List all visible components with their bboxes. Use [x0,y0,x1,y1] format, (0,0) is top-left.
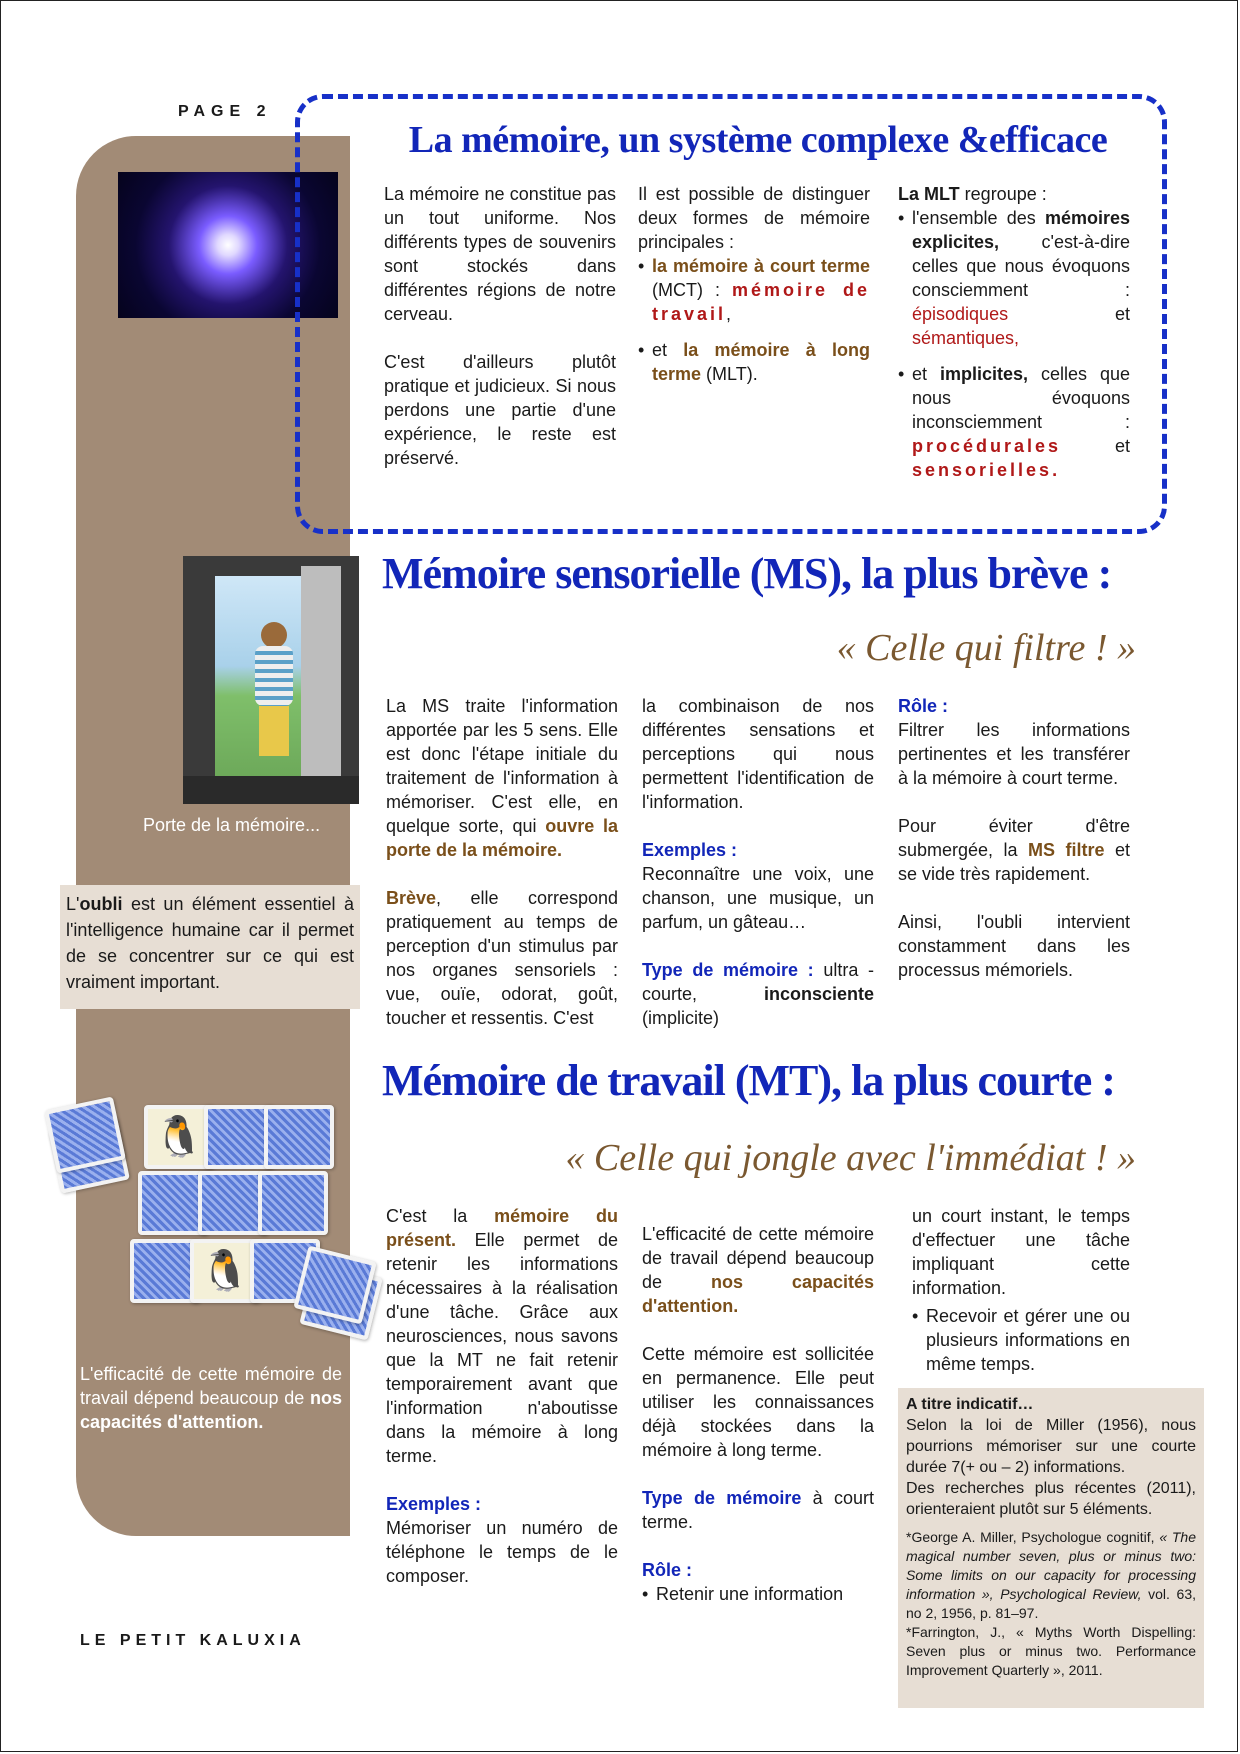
role-label: Rôle : [898,696,949,716]
memory-type-text: à court terme. [642,1488,874,1532]
mt-col-3 [912,1204,1130,1388]
role-list [912,1304,1130,1376]
references [906,1528,1196,1680]
child-pants [259,706,289,756]
ms-paragraph: Ainsi, l'oubli intervient constamment dans les processus mémoriels. [898,912,1130,980]
conjunction: et [1114,436,1130,456]
mt-caption-text: L'efficacité de cette mémoire de travail dépend beaucoup de [80,1364,342,1408]
memory-type-label: Type de mémoire : [642,960,814,980]
paragraph-text: C'est la [386,1206,468,1226]
ms-filter-keyword: MS filtre [1028,840,1105,860]
semantic-label: sémantiques, [912,328,1020,348]
conjunction: et [1114,304,1130,324]
intro-paragraph: C'est d'ailleurs plutôt pratique et judicieux. Si nous perdons une partie d'une expérience, le reste est préservé. [384,352,616,468]
mt-section-title: Mémoire de travail (MT), la plus courte : [382,1056,1115,1105]
mlt-heading: La MLT [898,184,960,204]
mt-paragraph [642,1222,874,1318]
info-box-text: Des recherches plus récentes (2011), orienteraient plutôt sur 5 éléments. [906,1480,1196,1518]
paragraph-text: , elle correspond pratiquement au temps de perception d'un stimulus par nos organes sensoriels : vue, ouïe, odorat, goût, toucher et ressentis. C'est [386,888,618,1028]
ms-paragraph [898,814,1130,886]
oubli-text: est un élément essentiel à l'intelligence humaine car il permet de se concentrer sur ce qui est vraiment important. [66,894,354,992]
oubli-prefix: L' [66,894,80,914]
mt-paragraph [386,1204,618,1468]
ms-paragraph: la combinaison de nos différentes sensations et perceptions qui nous permettent l'identification de l'information. [642,696,874,812]
penguin-icon: 🐧 [190,1239,260,1303]
oubli-note [60,885,360,1009]
memory-card-game-image [50,1095,380,1355]
episodic-label: épisodiques [912,304,1009,324]
examples-label: Exemples : [642,840,738,860]
paragraph-text: et se vide très rapidement. [898,840,1130,884]
mlt-list [898,206,1130,482]
reference-title: « The magical number seven, plus or minus two: Some limits on our capacity for processing information », Psychological Review, [906,1529,1196,1602]
mlt-heading-text: regroupe : [964,184,1047,204]
role-continued: un court instant, le temps d'effectuer une tâche impliquant cette information. [912,1206,1130,1298]
examples-label: Exemples : [386,1494,482,1514]
list-text: celles que nous évoquons inconsciemment : [912,364,1130,432]
role-text: Filtrer les informations pertinentes et les transférer à la mémoire à court terme. [898,720,1130,788]
reference-text: *George A. Miller, Psychologue cognitif, [906,1529,1155,1545]
list-item [638,338,870,386]
mlt-label: la mémoire à long terme [652,340,870,384]
ms-col-1 [386,694,618,1054]
attention-keyword: nos capacités d'attention. [642,1272,874,1316]
info-box-title: A titre indicatif… [906,1396,1034,1413]
ms-section-quote: « Celle qui filtre ! » [836,627,1136,669]
intro-paragraph: La mémoire ne constitue pas un tout uniforme. Nos différents types de souvenirs sont stockés dans différentes régions de notre cerveau. [384,184,616,324]
conjunction: et [652,340,668,360]
working-memory-label: mémoire de travail [652,280,870,324]
explicit-label: mémoires explicites, [912,208,1130,252]
list-item [898,362,1130,482]
mt-col-1 [386,1204,618,1588]
implicit-text: (implicite) [642,1008,720,1028]
intro-title: La mémoire, un système complexe &efficace [408,119,1108,161]
mt-paragraph: Cette mémoire est sollicitée en permanence. Elle peut utiliser les connaissances déjà stockées dans la mémoire à long terme. [642,1344,874,1460]
game-card [264,1105,334,1169]
implicit-label: implicites, [939,364,1029,384]
door-panel [301,566,341,786]
intro-col2-lead: Il est possible de distinguer deux formes de mémoire principales : [638,184,870,252]
present-memory-keyword: mémoire du présent. [386,1206,618,1250]
ms-paragraph [386,694,618,862]
mct-label: la mémoire à court terme [652,256,870,276]
newsletter-footer: LE PETIT KALUXIA [80,1632,306,1649]
memory-type-text: ultra -courte, [642,960,874,1004]
mlt-abbrev: (MLT). [706,364,758,384]
reference-text: vol. 63, no 2, 1956, p. 81–97. [906,1586,1196,1621]
memory-door-illustration [183,556,359,804]
mt-caption-bold: nos capacités d'attention. [80,1388,342,1432]
examples-text: Reconnaître une voix, une chanson, une musique, un parfum, un gâteau… [642,864,874,932]
memory-type-line [642,958,874,1030]
unconscious-label: inconsciente [763,984,874,1004]
paragraph-text: La MS traite l'information apportée par les 5 sens. Elle est donc l'étape initiale du traitement de l'information à mémoriser. C'est elle, en quelque sorte, qui [386,696,618,836]
oubli-keyword: oubli [79,894,123,914]
penguin-icon: 🐧 [144,1105,214,1169]
info-box-text: Selon la loi de Miller (1956), nous pourrions mémoriser sur une courte durée 7(+ ou – 2) informations. [906,1417,1196,1476]
intro-col-1 [384,182,616,494]
procedural-label: procédurales [912,436,1062,456]
child-shirt [255,646,293,706]
paragraph-text: Pour éviter d'être submergée, la [898,816,1130,860]
memory-forms-list [638,254,870,386]
game-card [258,1171,328,1235]
paragraph-text: Elle permet de retenir les informations nécessaires à la réalisation d'une tâche. Grâce aux neurosciences, nous savons que la MT ne fait retenir temporairement avant que l'information n'aboutisse dans la mémoire à long terme. [386,1230,618,1466]
child-head [261,622,287,648]
reference-text: *Farrington, J., « Myths Worth Dispelling: Seven plus or minus two. Performance Improvement Quarterly », 2011. [906,1624,1196,1678]
list-item [898,206,1130,350]
role-label: Rôle : [642,1560,693,1580]
sensory-label: sensorielles. [912,460,1061,480]
breve-keyword: Brève [386,888,437,908]
list-text: c'est-à-dire celles que nous évoquons consciemment : [912,232,1130,300]
role-list [642,1582,874,1606]
examples-text: Mémoriser un numéro de téléphone le temps de le composer. [386,1518,618,1586]
conjunction: et [912,364,928,384]
list-text: l'ensemble des [912,208,1036,228]
mt-caption [80,1362,342,1434]
memory-type-line [642,1486,874,1534]
page-number-label: PAGE 2 [178,103,272,120]
ms-section-title: Mémoire sensorielle (MS), la plus brève : [382,549,1112,598]
memory-type-label: Type de mémoire [642,1488,802,1508]
door-caption: Porte de la mémoire... [143,815,321,835]
ms-col-3 [898,694,1130,1006]
mt-col-2 [642,1222,874,1618]
door-floor [183,776,359,804]
paragraph-text: L'efficacité de cette mémoire de travail dépend beaucoup de [642,1224,874,1292]
intro-col-3 [898,182,1130,494]
list-item: • Recevoir et gérer une ou plusieurs informations en même temps. [912,1304,1130,1376]
miller-info-box [898,1388,1204,1708]
list-item: • Retenir une information [642,1582,874,1606]
ms-paragraph [386,886,618,1030]
ms-col-2 [642,694,874,1030]
mct-abbrev: (MCT) : [652,280,720,300]
list-item: • la mémoire à court terme (MCT) : mémoire de travail, [638,254,870,326]
door-phrase: ouvre la porte de la mémoire. [386,816,618,860]
intro-col-2 [638,182,870,398]
mt-section-quote: « Celle qui jongle avec l'immédiat ! » [565,1137,1136,1179]
